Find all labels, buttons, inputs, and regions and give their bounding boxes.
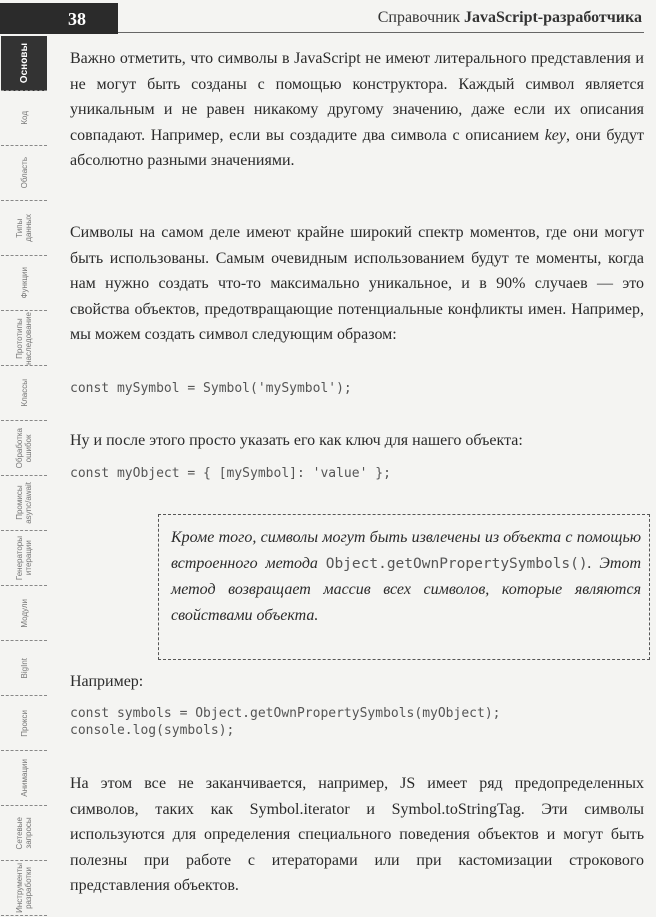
chapter-tab [1, 531, 47, 586]
paragraph-5-text: На этом все не заканчивается, например, JS имеет ряд предопределенных символов, таких как Symbol.iterator и Symbol.toStringTag. Эти символы используются для определения специального поведения объектов и могут быть полезны при работе с итераторами или при кастомизации строкового представления объектов. [70, 775, 644, 894]
chapter-tab-label: Область [19, 157, 29, 189]
running-title-plain: Справочник [377, 9, 465, 26]
chapter-tab-label: Классы [19, 379, 29, 407]
paragraph-1 [70, 46, 644, 174]
chapter-tab-label: Инструменты разработки [15, 863, 33, 913]
chapter-tab [1, 806, 47, 861]
header-rule [118, 32, 644, 33]
note-text-b: . Этот метод возвращает массив всех символов, которые являются свойствами объекта. [171, 555, 641, 624]
paragraph-3 [70, 428, 644, 454]
chapter-tab [1, 641, 47, 696]
chapter-tab [1, 311, 47, 366]
chapter-tab [1, 751, 47, 806]
running-title-bold: JavaScript-разработчика [464, 9, 642, 26]
chapter-tab-label: BigInt [19, 657, 29, 679]
paragraph-3-text: Ну и после этого просто указать его как ключ для нашего объекта: [70, 432, 523, 449]
note-box [158, 514, 650, 660]
paragraph-2 [70, 220, 644, 348]
note-code: Object.getOwnPropertySymbols() [325, 556, 588, 572]
page-number-block [0, 3, 118, 34]
chapter-tab-label: Прототипы наследование [15, 311, 33, 365]
code-1-text: const mySymbol = Symbol('mySymbol'); [70, 381, 352, 396]
chapter-tab [1, 861, 47, 916]
code-2-text: const myObject = { [mySymbol]: 'value' }; [70, 466, 391, 481]
chapter-tabs [0, 36, 48, 916]
paragraph-2-text: Символы на самом деле имеют крайне широкий спектр моментов, где они могут быть использованы. Самым очевидным использованием будут те моменты, когда нам нужно создать что-то максимально уникальное, и в 90% случаев — это свойства объектов, предотвращающие потенциальные конфликты имен. Например, мы можем создать символ следующим образом: [70, 224, 644, 343]
chapter-tab [1, 36, 47, 91]
page-header [0, 0, 656, 34]
paragraph-5 [70, 771, 644, 899]
chapter-tab-label: Промисы async/await [15, 482, 33, 524]
chapter-tab-label: Анимации [19, 759, 29, 797]
chapter-tab [1, 366, 47, 421]
chapter-tab-label: Прокси [19, 709, 29, 737]
chapter-tab [1, 696, 47, 751]
code-block-2 [70, 465, 644, 482]
paragraph-1-text-a: Важно отметить, что символы в JavaScript не имеют литерального представления и не могут быть созданы с помощью конструктора. Каждый символ является уникальным и не равен никакому другому значению, даже если их описания совпадают. Например, если вы создадите два символа с описанием [70, 50, 644, 144]
code-block-3 [70, 705, 644, 739]
code-block-1 [70, 380, 644, 397]
chapter-tab [1, 91, 47, 146]
chapter-tab [1, 201, 47, 256]
note-text-a: Кроме того, символы могут быть извлечены из объекта с помощью встроенного метода [171, 529, 641, 572]
code-3-text: const symbols = Object.getOwnPropertySymbols(myObject); console.log(symbols); [70, 706, 501, 738]
running-title [378, 9, 642, 27]
chapter-tab-label: Обработка ошибок [15, 427, 33, 469]
chapter-tab [1, 476, 47, 531]
chapter-tab [1, 421, 47, 476]
chapter-tab [1, 256, 47, 311]
chapter-tab-label: Код [19, 111, 29, 125]
chapter-tab-label: Модули [19, 598, 29, 628]
chapter-tab-label: Генераторы итерации [15, 535, 33, 581]
chapter-tab-label: Основы [18, 42, 30, 84]
paragraph-4 [70, 669, 644, 695]
chapter-tab-label: Типы данных [15, 214, 33, 242]
chapter-tab [1, 586, 47, 641]
paragraph-1-text-b: , они будут абсолютно разными значениями. [70, 126, 645, 169]
page-number: 38 [68, 9, 86, 29]
paragraph-4-text: Например: [70, 673, 144, 690]
chapter-tab-label: Функции [19, 267, 29, 299]
chapter-tab-label: Сетевые запросы [15, 816, 33, 850]
chapter-tab [1, 146, 47, 201]
paragraph-1-key: key [544, 126, 566, 144]
